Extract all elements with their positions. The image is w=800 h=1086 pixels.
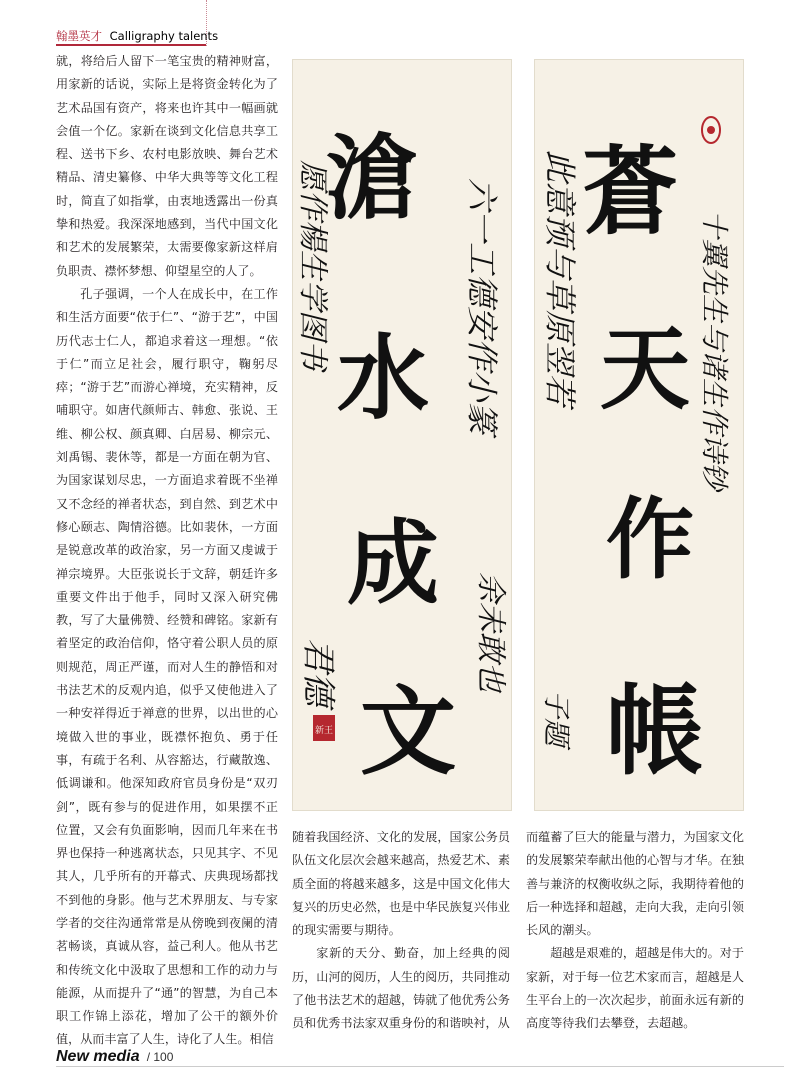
calligraphy-canvas xyxy=(293,60,511,810)
paragraph: 就，将给后人留下一笔宝贵的精神财富，用家新的话说，实际上是将资金转化为了艺术品国有资产，将来也许其中一幅画就会值一个亿。家新在谈到文化信息共享工程、送书下乡、农村电影放映、舞台艺术精品、清史纂修、中华大典等等文化工程时，简直了如指掌，由衷地透露出一份真挚和热爱。我深深地感到，当代中国文化和艺术的发展繁荣，太需要像家新这样肩负职责、襟怀梦想、仰望星空的人了。 xyxy=(56,54,278,278)
calligraphy-canvas xyxy=(535,60,743,810)
calligraphy-artwork-left xyxy=(292,59,512,811)
calligraphy-signature: 子题 xyxy=(540,690,573,747)
footer-rule xyxy=(56,1066,784,1067)
section-title-en: Calligraphy talents xyxy=(109,29,219,43)
header-rule xyxy=(56,44,206,46)
magazine-name: New media xyxy=(56,1048,140,1065)
calligraphy-char: 作 xyxy=(605,487,695,591)
paragraph: 超越是艰难的，超越是伟大的。对于家新，对于每一位艺术家而言，超越是人生平台上的一次次起步，前面永远有新的高度等待我们去攀登，去超越。 xyxy=(526,946,744,1031)
calligraphy-inscription: 此意预与草原翌若 xyxy=(541,150,579,407)
red-seal-mark xyxy=(707,126,715,134)
calligraphy-char: 蒼 xyxy=(582,135,678,248)
page-number: / 100 xyxy=(146,1050,174,1064)
calligraphy-char: 天 xyxy=(600,316,690,422)
paragraph: 而蕴蓄了巨大的能量与潜力，为国家文化的发展繁荣奉献出他的心智与才华。在独善与兼济的权衡收纵之际，我期待着他的后一种选择和超越，走向大我，走向引领长风的潮头。 xyxy=(526,830,744,938)
calligraphy-char: 文 xyxy=(360,675,456,788)
page-footer xyxy=(56,1046,173,1066)
right-text-column xyxy=(526,826,744,1036)
seal-text: 新王 xyxy=(314,726,334,736)
calligraphy-char: 成 xyxy=(346,509,440,617)
section-title-cn: 翰墨英才 xyxy=(56,29,102,43)
calligraphy-inscription: 余未敢也 xyxy=(473,572,508,692)
paragraph: 家新的天分、勤奋，加上经典的阅历，山河的阅历，人生的阅历，共同推动了他书法艺术的超越，铸就了他优秀公务员和优秀书法家双重身份的和谐映衬，从 xyxy=(292,946,510,1031)
calligraphy-char: 帳 xyxy=(605,674,705,789)
paragraph: 随着我国经济、文化的发展，国家公务员队伍文化层次会越来越高，热爱艺术、素质全面的将越来越多，这是中国文化伟大复兴的历史必然，也是中华民族复兴伟业的现实需要与期待。 xyxy=(292,830,510,938)
section-header xyxy=(56,28,218,44)
calligraphy-artwork-right xyxy=(534,59,744,811)
calligraphy-inscription: 十翼先生与诸生作诗钞 xyxy=(698,210,731,491)
calligraphy-char: 滄 xyxy=(324,124,418,232)
calligraphy-inscription: 六一工德安作小篆 xyxy=(463,178,501,435)
middle-text-column xyxy=(292,826,510,1036)
calligraphy-char: 水 xyxy=(336,324,430,432)
calligraphy-signature: 君德 xyxy=(298,638,338,706)
calligraphy-inscription: 愿作楊生学图书 xyxy=(295,160,330,370)
left-text-column xyxy=(56,50,278,1052)
paragraph: 孔子强调，一个人在成长中，在工作和生活方面要“依于仁”、“游于艺”，中国历代志士仁人，都追求着这一理想。“依于仁”而立足社会，履行职守，鞠躬尽瘁；“游于艺”而游心禅境，充实精神，反哺职守。如唐代颜师古、韩愈、张说、王维、柳公权、颜真卿、白居易、柳宗元、刘禹锡、裴休等，都是一方面在朝为官、为国家谋划尽忠，一方面追求着既不坐禅又不念经的禅者状态，到自然、到艺术中修心颐志、陶情浴德。比如裴休，一方面是锐意改革的政治家，另一方面又虔诚于禅宗境界。大臣张说长于文辞，朝廷许多重要文件出于他手，同时又深入研究佛教，写了大量佛赞、经赞和碑铭。家新有着坚定的政治信仰，恪守着公职人员的原则规范，周正严谨，而对人生的静悟和对书法艺术的反观内追，似乎又使他进入了一种安祥得近于禅意的世界，以出世的心境做入世的事业，既襟怀抱负、勇于任事，有疏于名利、从容豁达，行藏散逸、低调谦和。他深知政府官员身份是“双刃剑”，既有参与的促进作用，如果摆不正位置，又会有负面影响，因而几年来在书界也保持一种逃离状态，只见其字、不见其人，几乎所有的开幕式、庆典现场都找不到他的身影。他与艺术界朋友、与专家学者的交往沟通常常是从傍晚到夜阑的清茗畅谈，真诚从容，益己利人。他从书艺和传统文化中汲取了思想和工作的动力与能源，从而提升了“通”的智慧，为自己本职工作锦上添花，增加了公干的额外价值，从而丰富了人生，诗化了人生。相信 xyxy=(56,286,278,1047)
